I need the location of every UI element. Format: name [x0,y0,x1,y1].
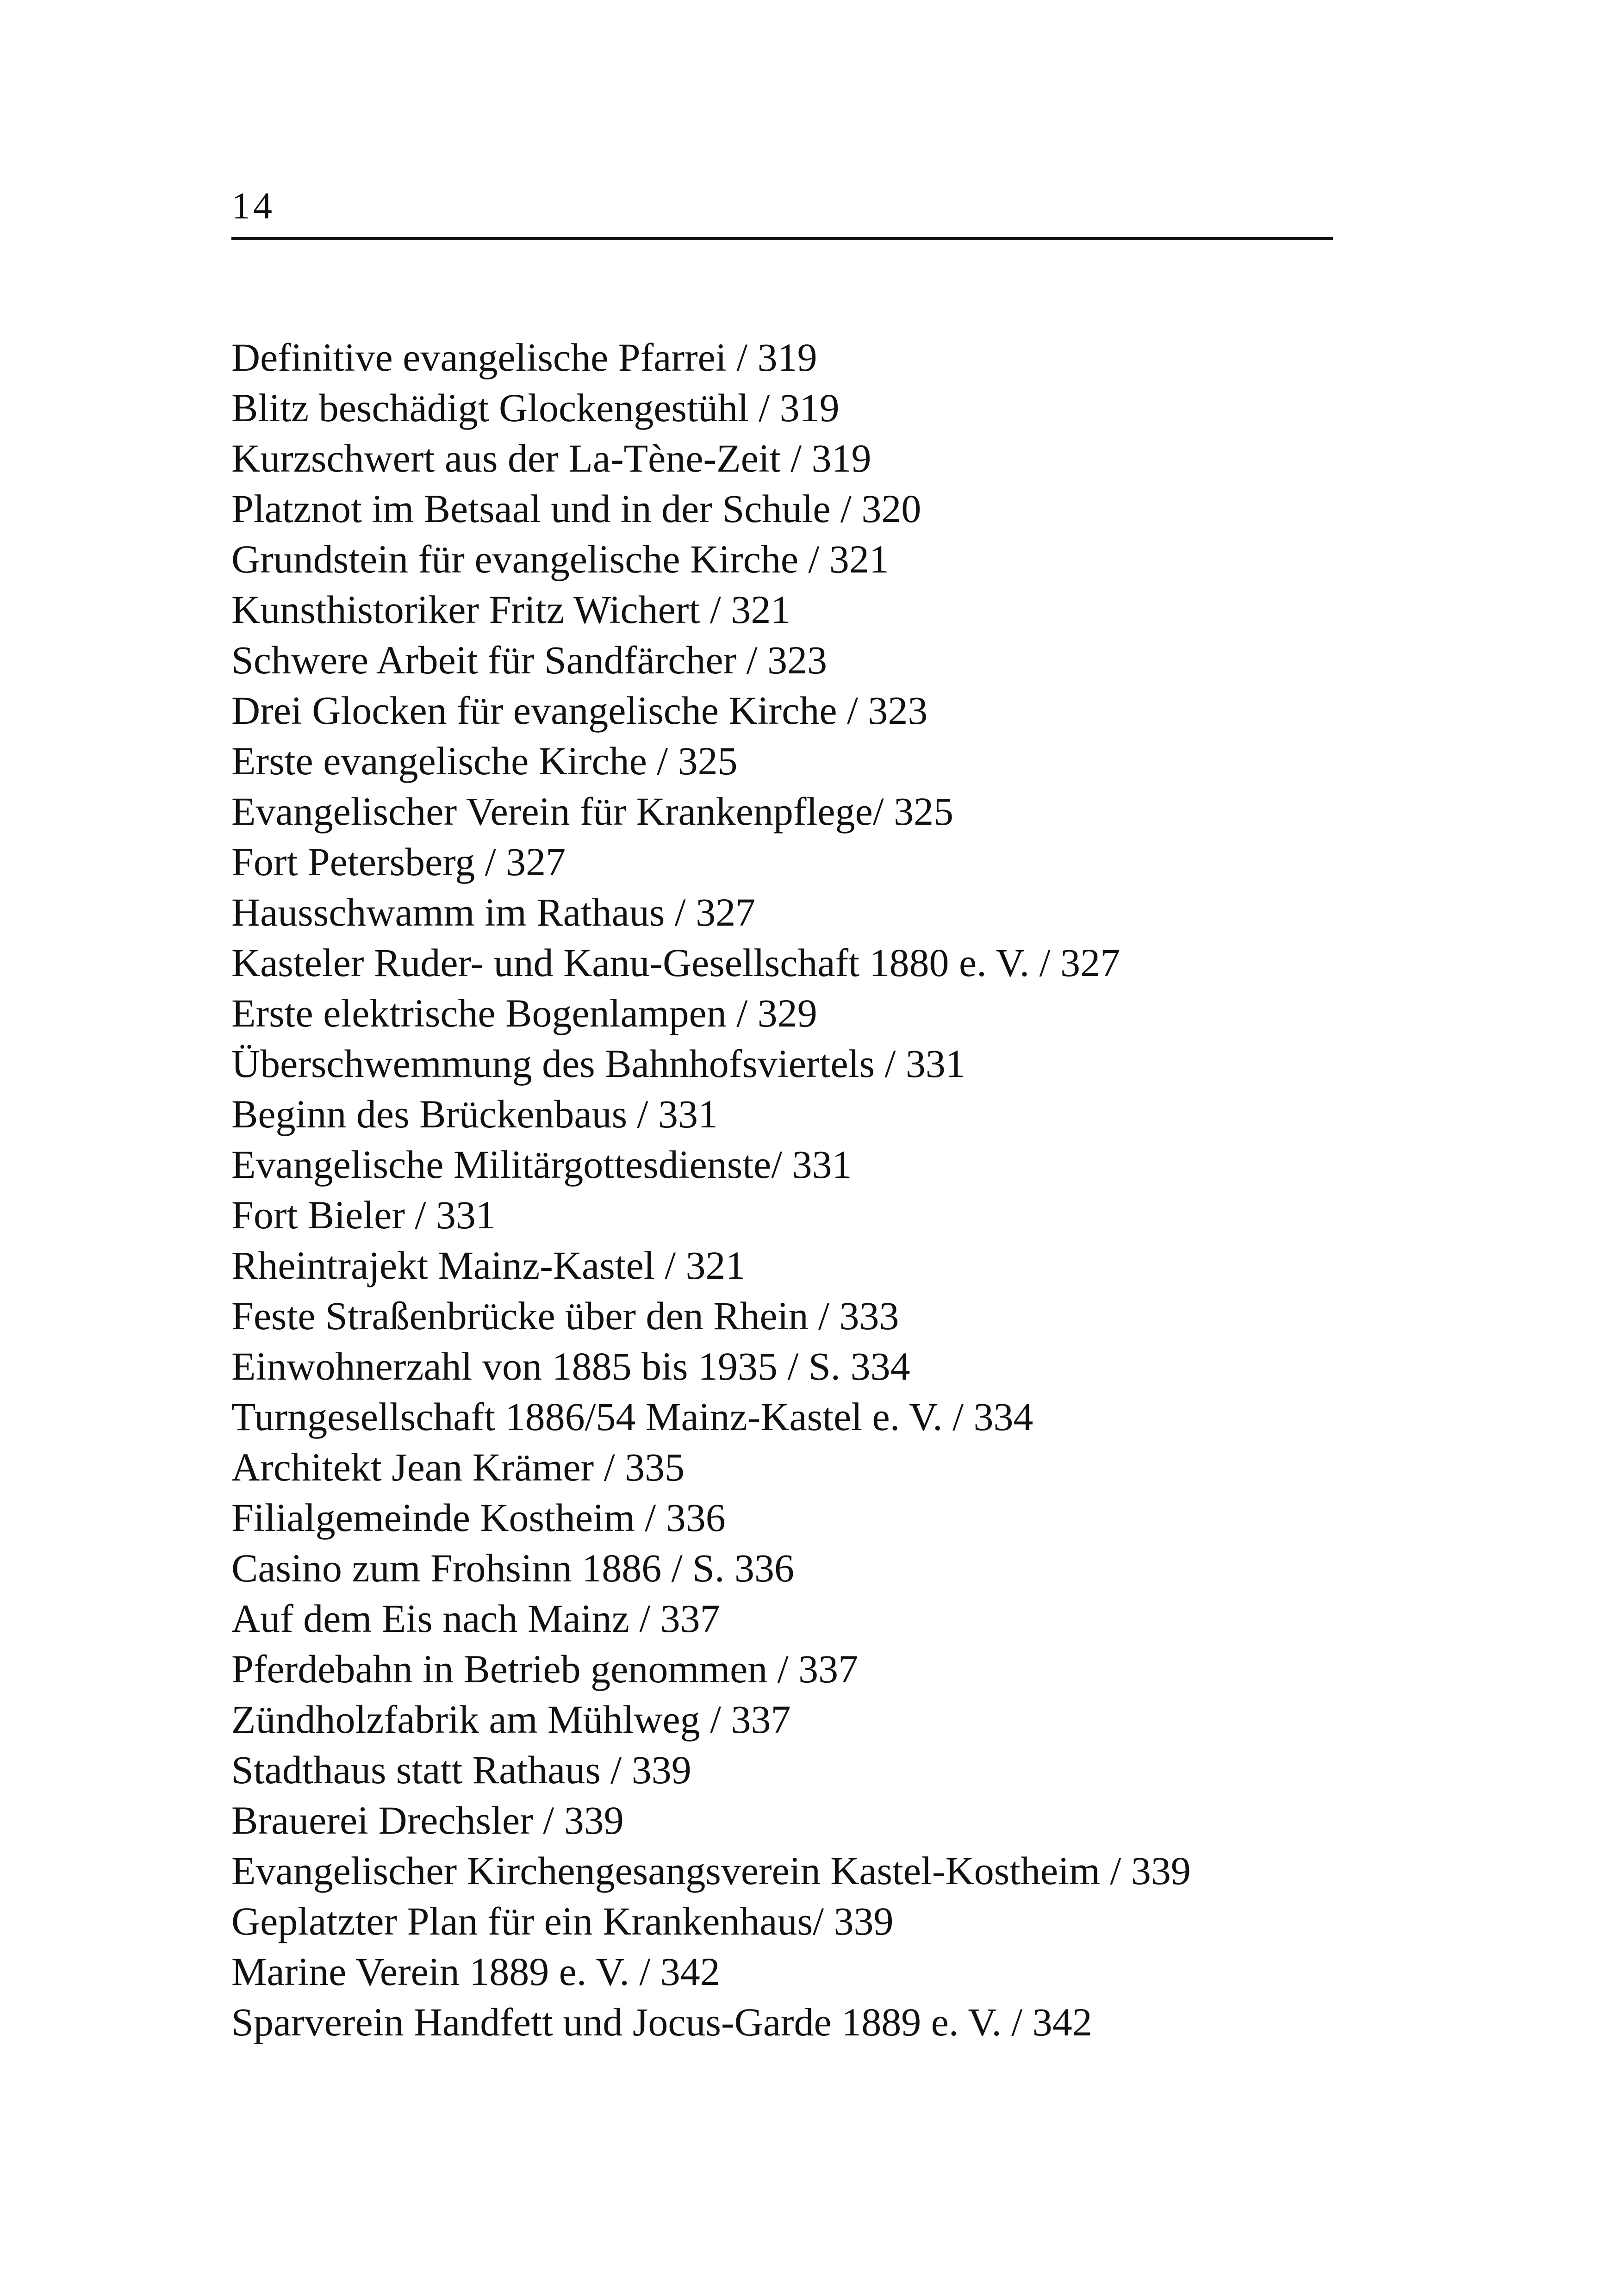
toc-entry: Geplatzter Plan für ein Krankenhaus/ 339 [231,1899,894,1943]
toc-entry: Einwohnerzahl von 1885 bis 1935 / S. 334 [231,1344,910,1388]
toc-entry: Platznot im Betsaal und in der Schule / 320 [231,486,921,531]
toc-entry: Kurzschwert aus der La-Tène-Zeit / 319 [231,436,871,480]
toc-entry: Marine Verein 1889 e. V. / 342 [231,1949,720,1994]
toc-entry: Erste elektrische Bogenlampen / 329 [231,991,817,1035]
toc-entry: Evangelischer Verein für Krankenpflege/ 325 [231,789,954,834]
toc-entry: Blitz beschädigt Glockengestühl / 319 [231,386,840,430]
toc-entry: Zündholzfabrik am Mühlweg / 337 [231,1697,791,1742]
toc-entry: Fort Bieler / 331 [231,1193,496,1237]
toc-entry: Brauerei Drechsler / 339 [231,1798,624,1842]
toc-entry: Beginn des Brückenbaus / 331 [231,1092,718,1136]
toc-entry: Filialgemeinde Kostheim / 336 [231,1495,726,1540]
toc-entry: Feste Straßenbrücke über den Rhein / 333 [231,1294,899,1338]
toc-entry: Rheintrajekt Mainz-Kastel / 321 [231,1243,746,1288]
toc-entry: Stadthaus statt Rathaus / 339 [231,1748,691,1792]
toc-entry: Schwere Arbeit für Sandfärcher / 323 [231,638,828,682]
toc-entry: Grundstein für evangelische Kirche / 321 [231,537,889,581]
toc-entry: Fort Petersberg / 327 [231,840,566,884]
toc-entry: Pferdebahn in Betrieb genommen / 337 [231,1647,859,1691]
toc-entry: Kunsthistoriker Fritz Wichert / 321 [231,587,791,632]
toc-entry: Casino zum Frohsinn 1886 / S. 336 [231,1546,795,1590]
toc-entry: Evangelische Militärgottesdienste/ 331 [231,1142,852,1187]
toc-entry: Überschwemmung des Bahnhofsviertels / 331 [231,1041,965,1086]
toc-entry: Definitive evangelische Pfarrei / 319 [231,335,817,380]
toc-entry: Auf dem Eis nach Mainz / 337 [231,1596,720,1641]
toc-entry: Evangelischer Kirchengesangsverein Kastel-Kostheim / 339 [231,1848,1191,1893]
toc-entry: Hausschwamm im Rathaus / 327 [231,890,756,934]
toc-entry: Kasteler Ruder- und Kanu-Gesellschaft 1880 e. V. / 327 [231,940,1120,985]
page-number: 14 [231,185,275,227]
toc-entry: Turngesellschaft 1886/54 Mainz-Kastel e. V. / 334 [231,1394,1033,1439]
table-of-contents [231,332,1527,2047]
toc-entry: Architekt Jean Krämer / 335 [231,1445,685,1489]
toc-entry: Sparverein Handfett und Jocus-Garde 1889 e. V. / 342 [231,2000,1092,2044]
header-rule [231,237,1333,240]
toc-entry: Drei Glocken für evangelische Kirche / 323 [231,688,928,733]
toc-entry: Erste evangelische Kirche / 325 [231,739,738,783]
